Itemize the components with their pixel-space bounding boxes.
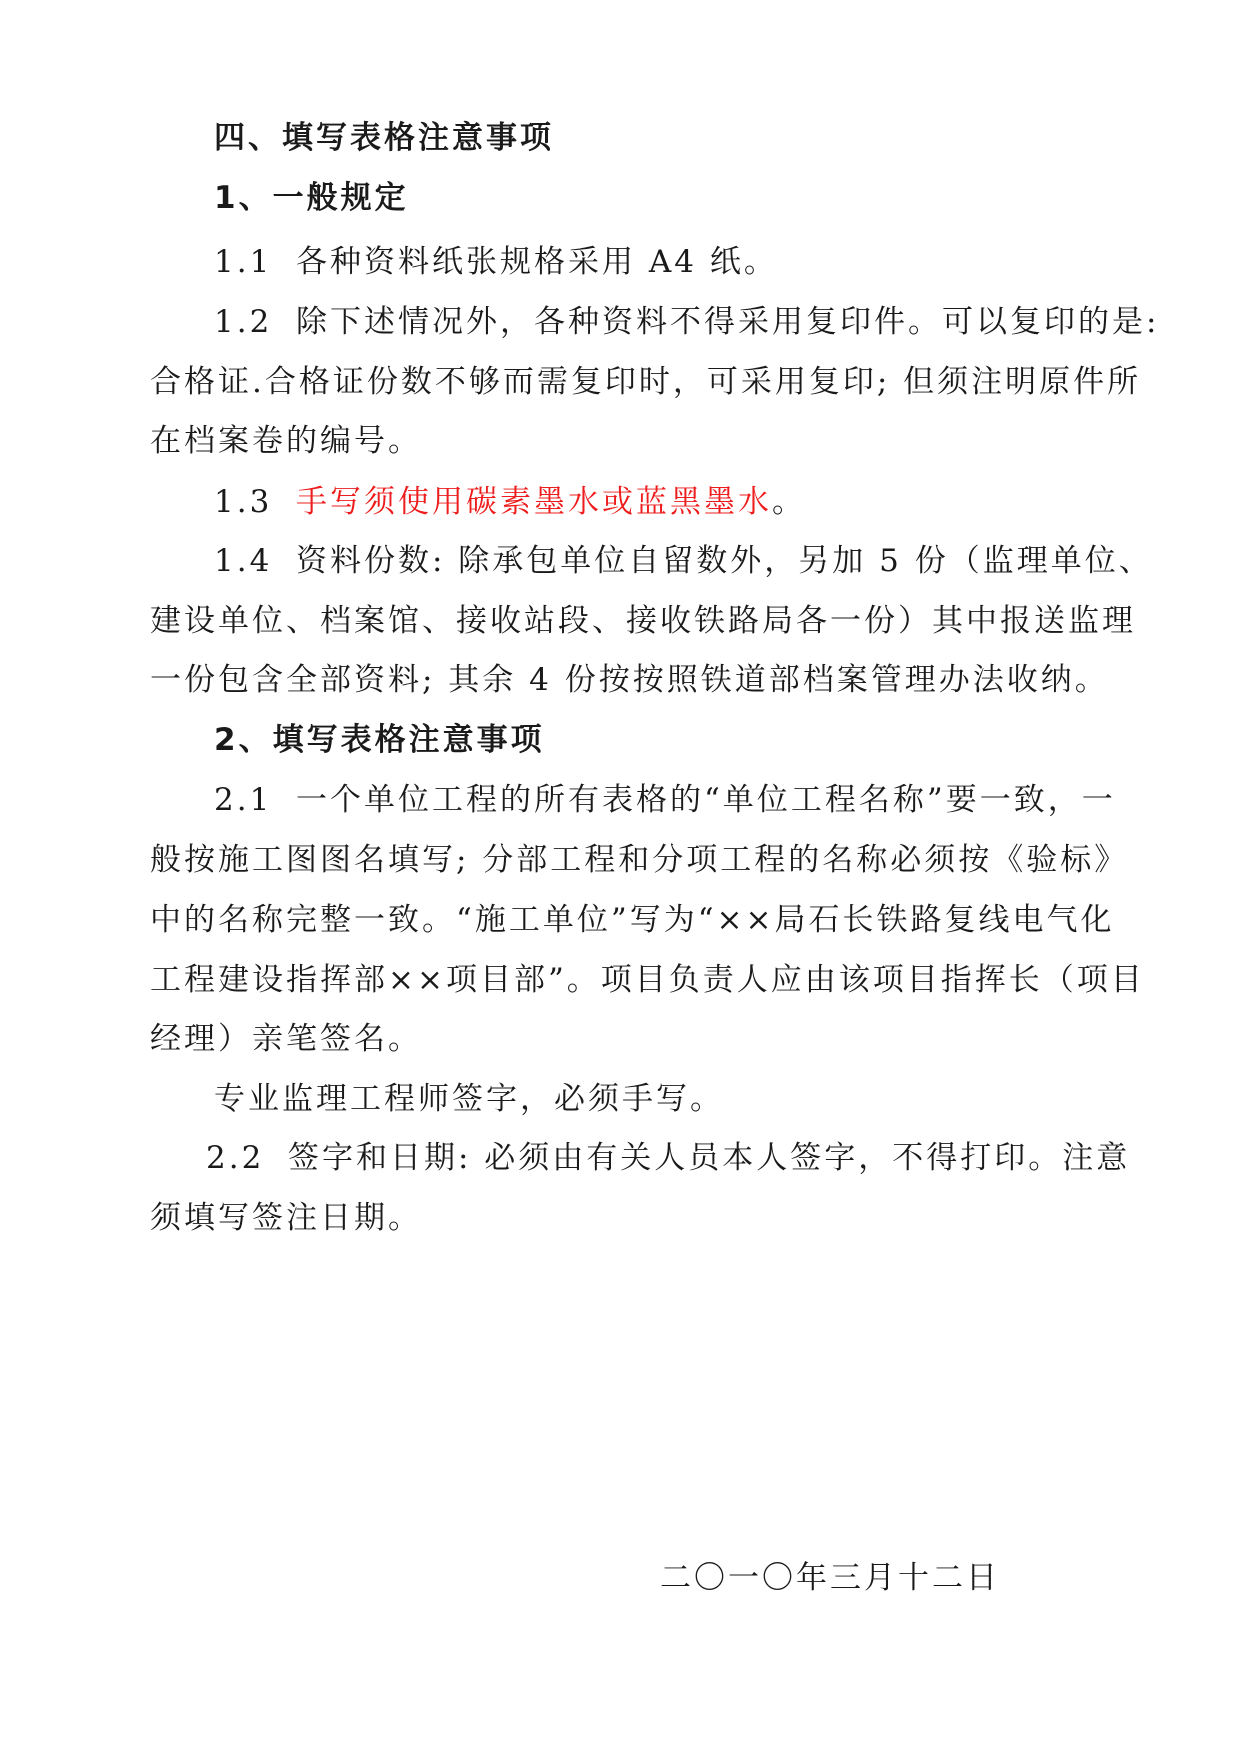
paragraph-2-2-line-1 [206, 1138, 1130, 1178]
paragraph-2-1-line-1 [214, 780, 1116, 820]
paragraph-2-1-line-5: 经理）亲笔签名。 [150, 1021, 422, 1057]
clause-number: 2.2 [206, 1140, 265, 1176]
heading-general-rules: 1、一般规定 [214, 180, 409, 216]
clause-text: 资料份数: 除承包单位自留数外，另加 5 份（监理单位、 [296, 543, 1153, 579]
clause-text: 一个单位工程的所有表格的“单位工程名称”要一致，一 [296, 782, 1116, 818]
clause-text: 除下述情况外，各种资料不得采用复印件。可以复印的是: [296, 304, 1160, 340]
paragraph-1-2-line-3: 在档案卷的编号。 [150, 423, 422, 459]
paragraph-2-1-line-4: 工程建设指挥部××项目部”。项目负责人应由该项目指挥长（项目 [150, 962, 1145, 998]
clause-tail: 。 [772, 484, 806, 520]
highlight-text: 手写须使用碳素墨水或蓝黑墨水 [296, 484, 772, 520]
clause-number: 1.4 [214, 543, 273, 579]
clause-number: 1.2 [214, 304, 273, 340]
paragraph-2-1-line-2: 般按施工图图名填写; 分部工程和分项工程的名称必须按《验标》 [150, 842, 1129, 878]
paragraph-1-2-line-2: 合格证.合格证份数不够而需复印时，可采用复印; 但须注明原件所 [150, 364, 1142, 400]
document-date: 二〇一〇年三月十二日 [660, 1560, 1000, 1596]
paragraph-1-1 [214, 242, 778, 282]
clause-text: 各种资料纸张规格采用 A4 纸。 [296, 244, 778, 280]
paragraph-1-4-line-1 [214, 541, 1153, 581]
paragraph-1-2-line-1 [214, 302, 1159, 342]
section-title: 四、填写表格注意事项 [214, 120, 554, 156]
clause-number: 2.1 [214, 782, 273, 818]
paragraph-1-4-line-3: 一份包含全部资料; 其余 4 份按按照铁道部档案管理办法收纳。 [150, 662, 1109, 698]
heading-form-notes: 2、填写表格注意事项 [214, 722, 545, 758]
paragraph-1-4-line-2: 建设单位、档案馆、接收站段、接收铁路局各一份）其中报送监理 [150, 603, 1136, 639]
clause-number: 1.1 [214, 244, 273, 280]
clause-number: 1.3 [214, 484, 273, 520]
paragraph-2-1-line-3: 中的名称完整一致。“施工单位”写为“××局石长铁路复线电气化 [150, 902, 1115, 938]
paragraph-supervisor-signature: 专业监理工程师签字，必须手写。 [214, 1081, 724, 1117]
paragraph-1-3 [214, 482, 806, 522]
clause-text: 签字和日期: 必须由有关人员本人签字，不得打印。注意 [288, 1140, 1131, 1176]
paragraph-2-2-line-2: 须填写签注日期。 [150, 1200, 422, 1236]
